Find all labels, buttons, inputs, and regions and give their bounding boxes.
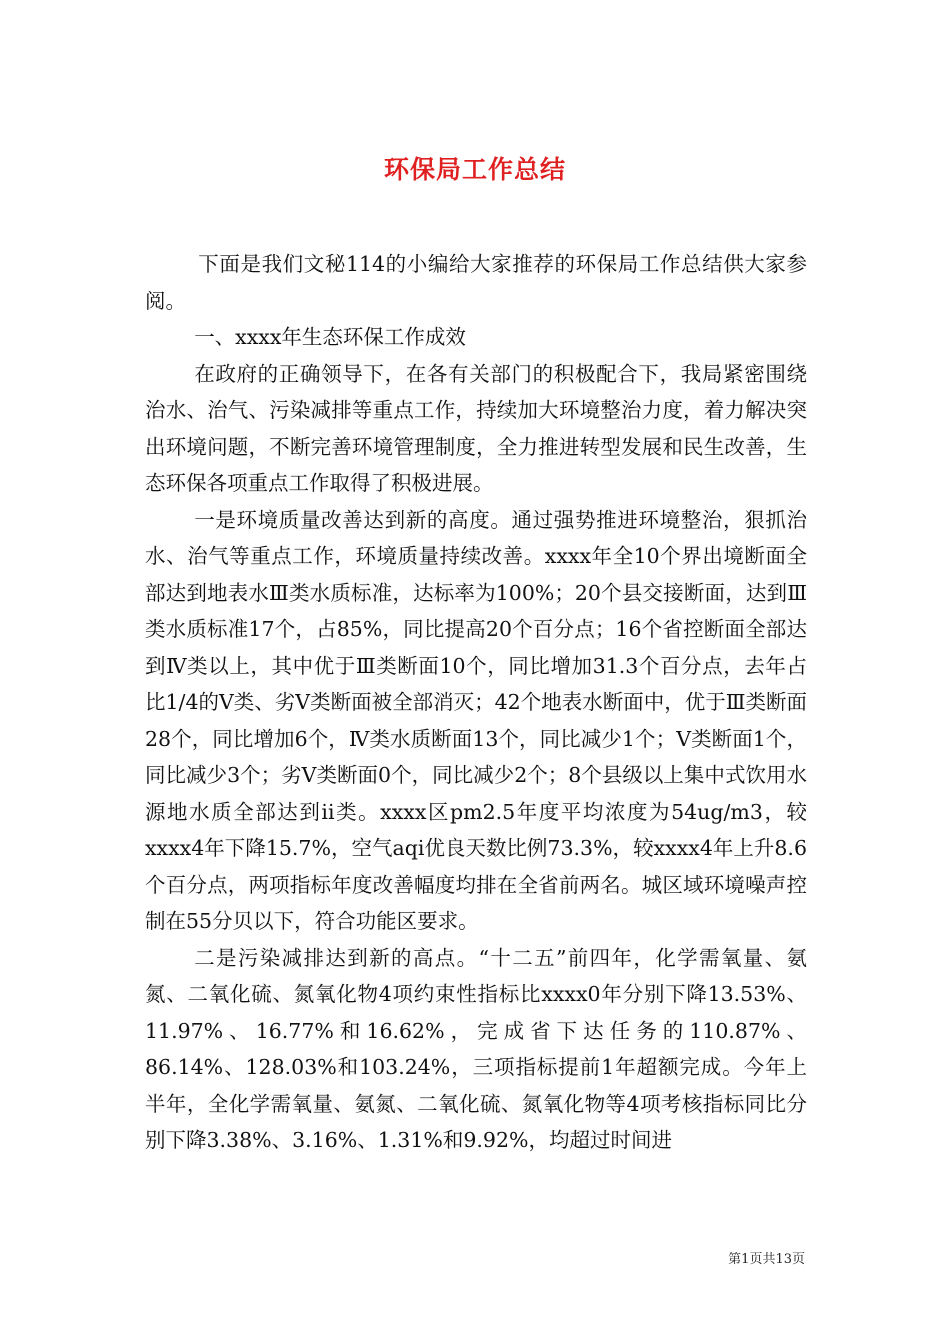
body-paragraph: 二是污染减排达到新的高点。“十二五”前四年，化学需氧量、氨氮、二氧化硫、氮氧化物4项约束性指标比xxxx0年分别下降13.53%、11.97%、16.77%和16.62%，完成省下达任务的110.87%、86.14%、128.03%和103.24%，三项指标提前1年超额完成。今年上半年，全化学需氧量、氨氮、二氧化硫、氮氧化物等4项考核指标同比分别下降3.38%、3.16%、1.31%和9.92%，均超过时间进 [145,945,807,1152]
document-body [145,246,807,1159]
intro-paragraph: 下面是我们文秘114的小编给大家推荐的环保局工作总结供大家参阅。 [145,252,807,313]
section-heading: 一、xxxx年生态环保工作成效 [194,325,466,349]
body-paragraph: 一是环境质量改善达到新的高度。通过强势推进环境整治，狠抓治水、治气等重点工作，环境质量持续改善。xxxx年全10个界出境断面全部达到地表水Ⅲ类水质标准，达标率为100%；20个县交接断面，达到Ⅲ类水质标准17个，占85%，同比提高20个百分点；16个省控断面全部达到Ⅳ类以上，其中优于Ⅲ类断面10个，同比增加31.3个百分点，去年占比1/4的Ⅴ类、劣Ⅴ类断面被全部消灭；42个地表水断面中，优于Ⅲ类断面28个，同比增加6个，Ⅳ类水质断面13个，同比减少1个；Ⅴ类断面1个，同比减少3个；劣Ⅴ类断面0个，同比减少2个；8个县级以上集中式饮用水源地水质全部达到ii类。xxxx区pm2.5年度平均浓度为54ug/m3，较xxxx4年下降15.7%，空气aqi优良天数比例73.3%，较xxxx4年上升8.6个百分点，两项指标年度改善幅度均排在全省前两名。城区域环境噪声控制在55分贝以下，符合功能区要求。 [145,507,807,933]
body-paragraph: 在政府的正确领导下，在各有关部门的积极配合下，我局紧密围绕治水、治气、污染减排等重点工作，持续加大环境整治力度，着力解决突出环境问题，不断完善环境管理制度，全力推进转型发展和民生改善，生态环保各项重点工作取得了积极进展。 [145,361,807,495]
document-title: 环保局工作总结 [383,154,566,184]
page-number-footer: 第1页共13页 [728,1252,805,1267]
